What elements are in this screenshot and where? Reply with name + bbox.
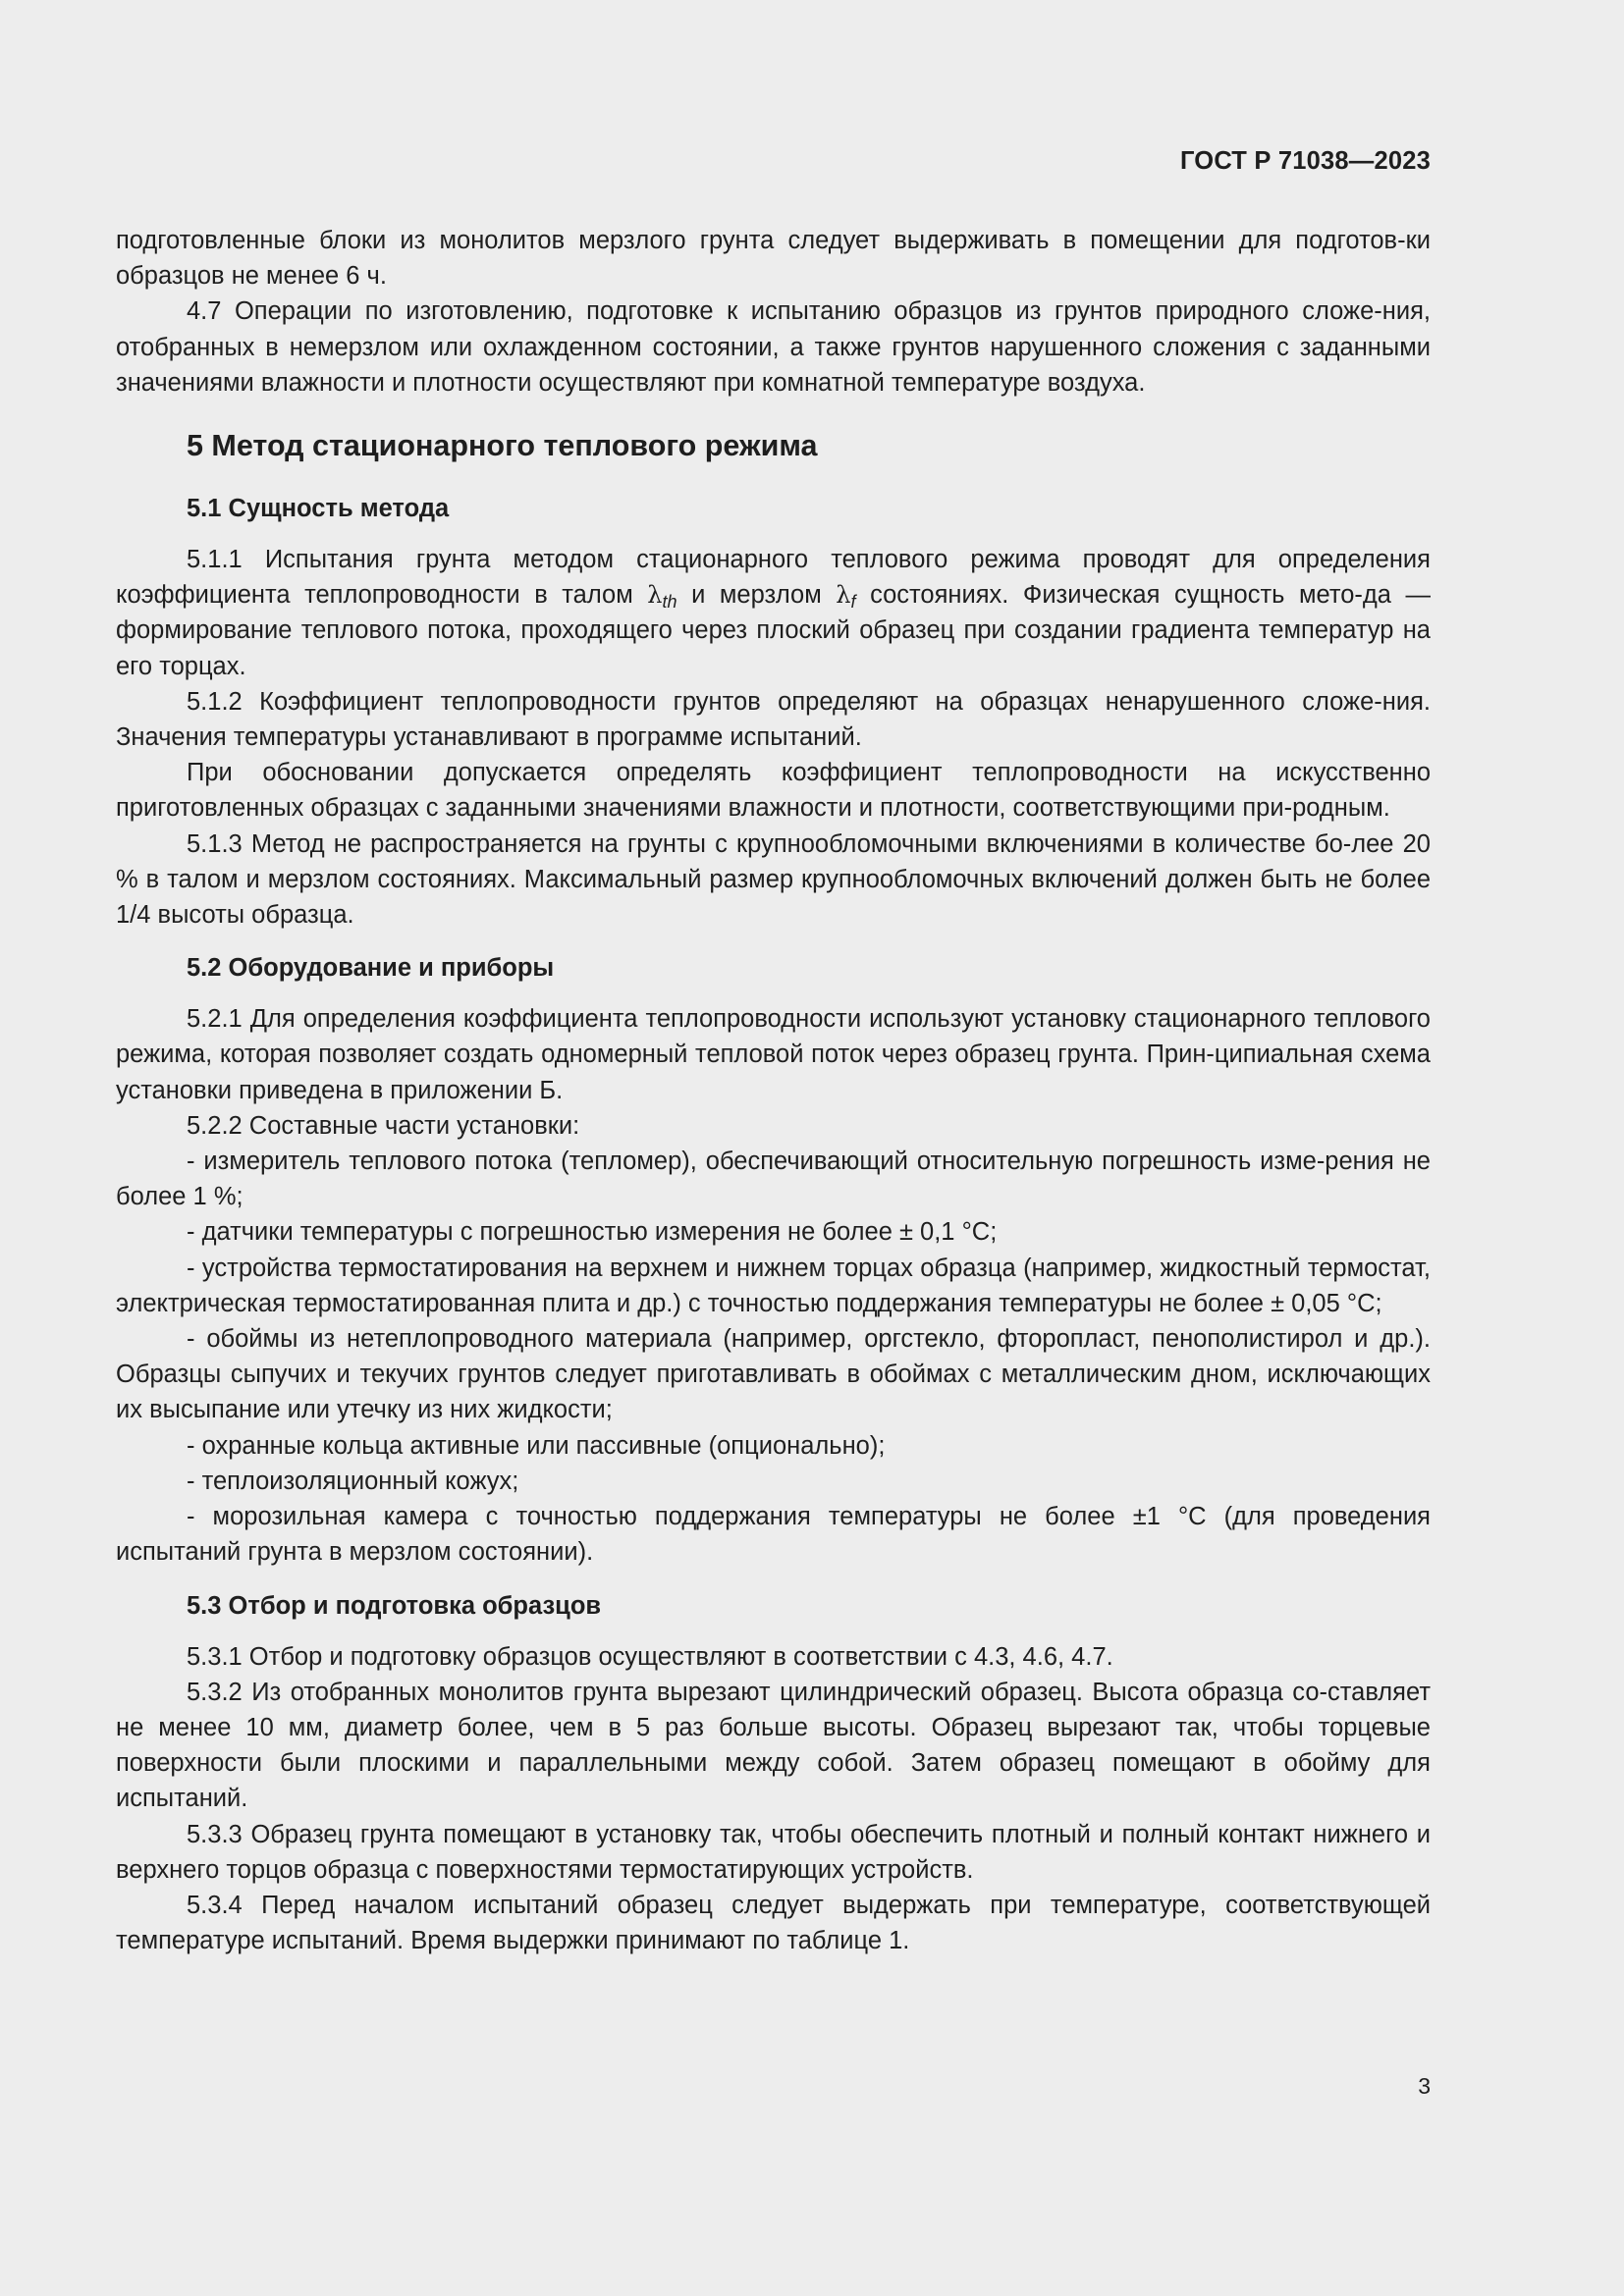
list-item-freezer: - морозильная камера с точностью поддержания температуры не более ±1 °C (для проведения испытаний грунта в мерзлом состоянии). [116, 1503, 1431, 1567]
page-body [116, 223, 1431, 1958]
paragraph-5-3-1: 5.3.1 Отбор и подготовку образцов осуществляют в соответствии с 4.3, 4.6, 4.7. [187, 1642, 1113, 1671]
list-item-heat-flux-meter: - измеритель теплового потока (тепломер), обеспечивающий относительную погрешность изме-рения не более 1 %; [116, 1148, 1431, 1211]
paragraph-4-7: 4.7 Операции по изготовлению, подготовке к испытанию образцов из грунтов природного сложе-ния, отобранных в немерзлом или охлажденном состоянии, а также грунтов нарушенного сложения с заданными значениями влажности и плотности осуществляют при комнатной температуре воздуха. [116, 297, 1431, 397]
paragraph-continuation: подготовленные блоки из монолитов мерзлого грунта следует выдерживать в помещении для подготов-ки образцов не менее 6 ч. [116, 227, 1431, 291]
lambda-glyph: λ [647, 581, 663, 610]
subsection-5-3-heading: 5.3 Отбор и подготовка образцов [187, 1591, 602, 1620]
paragraph-5-1-1 [116, 542, 1431, 684]
lambda-f-symbol [836, 581, 856, 613]
paragraph-5-1-2-justification: При обосновании допускается определять коэффициент теплопроводности на искусственно приготовленных образцах с заданными значениями влажности и плотности, соответствующими при-родным. [116, 759, 1431, 823]
section-5-heading: 5 Метод стационарного теплового режима [187, 429, 818, 463]
subscript-f: f [850, 592, 856, 613]
subsection-5-2-heading: 5.2 Оборудование и приборы [187, 954, 555, 983]
paragraph-5-1-1-text-a: 5.1.1 Испытания грунта методом стационарного теплового режима проводят для определения коэффициента теплопроводности в талом [116, 546, 1431, 610]
page-number: 3 [1418, 2073, 1431, 2099]
list-item-thermostat-devices: - устройства термостатирования на верхнем и нижнем торцах образца (например, жидкостный термостат, электрическая термостатированная плита и др.) с точностью поддержания температуры не более ± 0,05 °C; [116, 1254, 1431, 1317]
paragraph-5-1-3: 5.1.3 Метод не распространяется на грунты с крупнообломочными включениями в количестве бо-лее 20 % в талом и мерзлом состояниях. Максимальный размер крупнообломочных включений должен быть не более 1/4 высоты образца. [116, 829, 1431, 930]
list-item-guard-rings: - охранные кольца активные или пассивные (опционально); [187, 1431, 886, 1460]
paragraph-5-1-2: 5.1.2 Коэффициент теплопроводности грунтов определяют на образцах ненарушенного сложе-ния. Значения температуры устанавливают в программе испытаний. [116, 687, 1431, 752]
list-item-holders: - обоймы из нетеплопроводного материала (например, оргстекло, фторопласт, пенополистирол и др.). Образцы сыпучих и текучих грунтов следует приготавливать в обоймах с металлическим дном, исключающих их высыпание или утечку из них жидкости; [116, 1325, 1431, 1424]
paragraph-5-3-2: 5.3.2 Из отобранных монолитов грунта вырезают цилиндрический образец. Высота образца со-ставляет не менее 10 мм, диаметр более, чем в 5 раз больше высоты. Образец вырезают так, чтобы торцевые поверхности были плоскими и параллельными между собой. Затем образец помещают в обойму для испытаний. [116, 1678, 1431, 1813]
lambda-th-symbol [647, 581, 677, 613]
paragraph-5-2-2: 5.2.2 Составные части установки: [187, 1111, 580, 1140]
lambda-glyph: λ [836, 581, 851, 610]
list-item-temperature-sensors: - датчики температуры с погрешностью измерения не более ± 0,1 °C; [187, 1218, 998, 1247]
standard-code-header: ГОСТ Р 71038—2023 [1179, 147, 1431, 175]
paragraph-5-1-1-text-c: состояниях. Физическая сущность мето-да — формирование теплового потока, проходящего через плоский образец при создании градиента температур на его торцах. [116, 581, 1431, 680]
paragraph-5-1-1-text-b: и мерзлом [677, 581, 837, 610]
paragraph-5-3-4: 5.3.4 Перед началом испытаний образец следует выдержать при температуре, соответствующей температуре испытаний. Время выдержки принимают по таблице 1. [116, 1891, 1431, 1955]
paragraph-5-2-1: 5.2.1 Для определения коэффициента теплопроводности используют установку стационарного теплового режима, которая позволяет создать одномерный тепловой поток через образец грунта. Прин-ципиальная схема установки приведена в приложении Б. [116, 1005, 1431, 1104]
subsection-5-1-heading: 5.1 Сущность метода [187, 495, 450, 523]
subscript-th: th [662, 592, 677, 613]
paragraph-5-3-3: 5.3.3 Образец грунта помещают в установку так, чтобы обеспечить плотный и полный контакт нижнего и верхнего торцов образца с поверхностями термостатирующих устройств. [116, 1820, 1431, 1884]
list-item-insulation-casing: - теплоизоляционный кожух; [187, 1467, 519, 1495]
